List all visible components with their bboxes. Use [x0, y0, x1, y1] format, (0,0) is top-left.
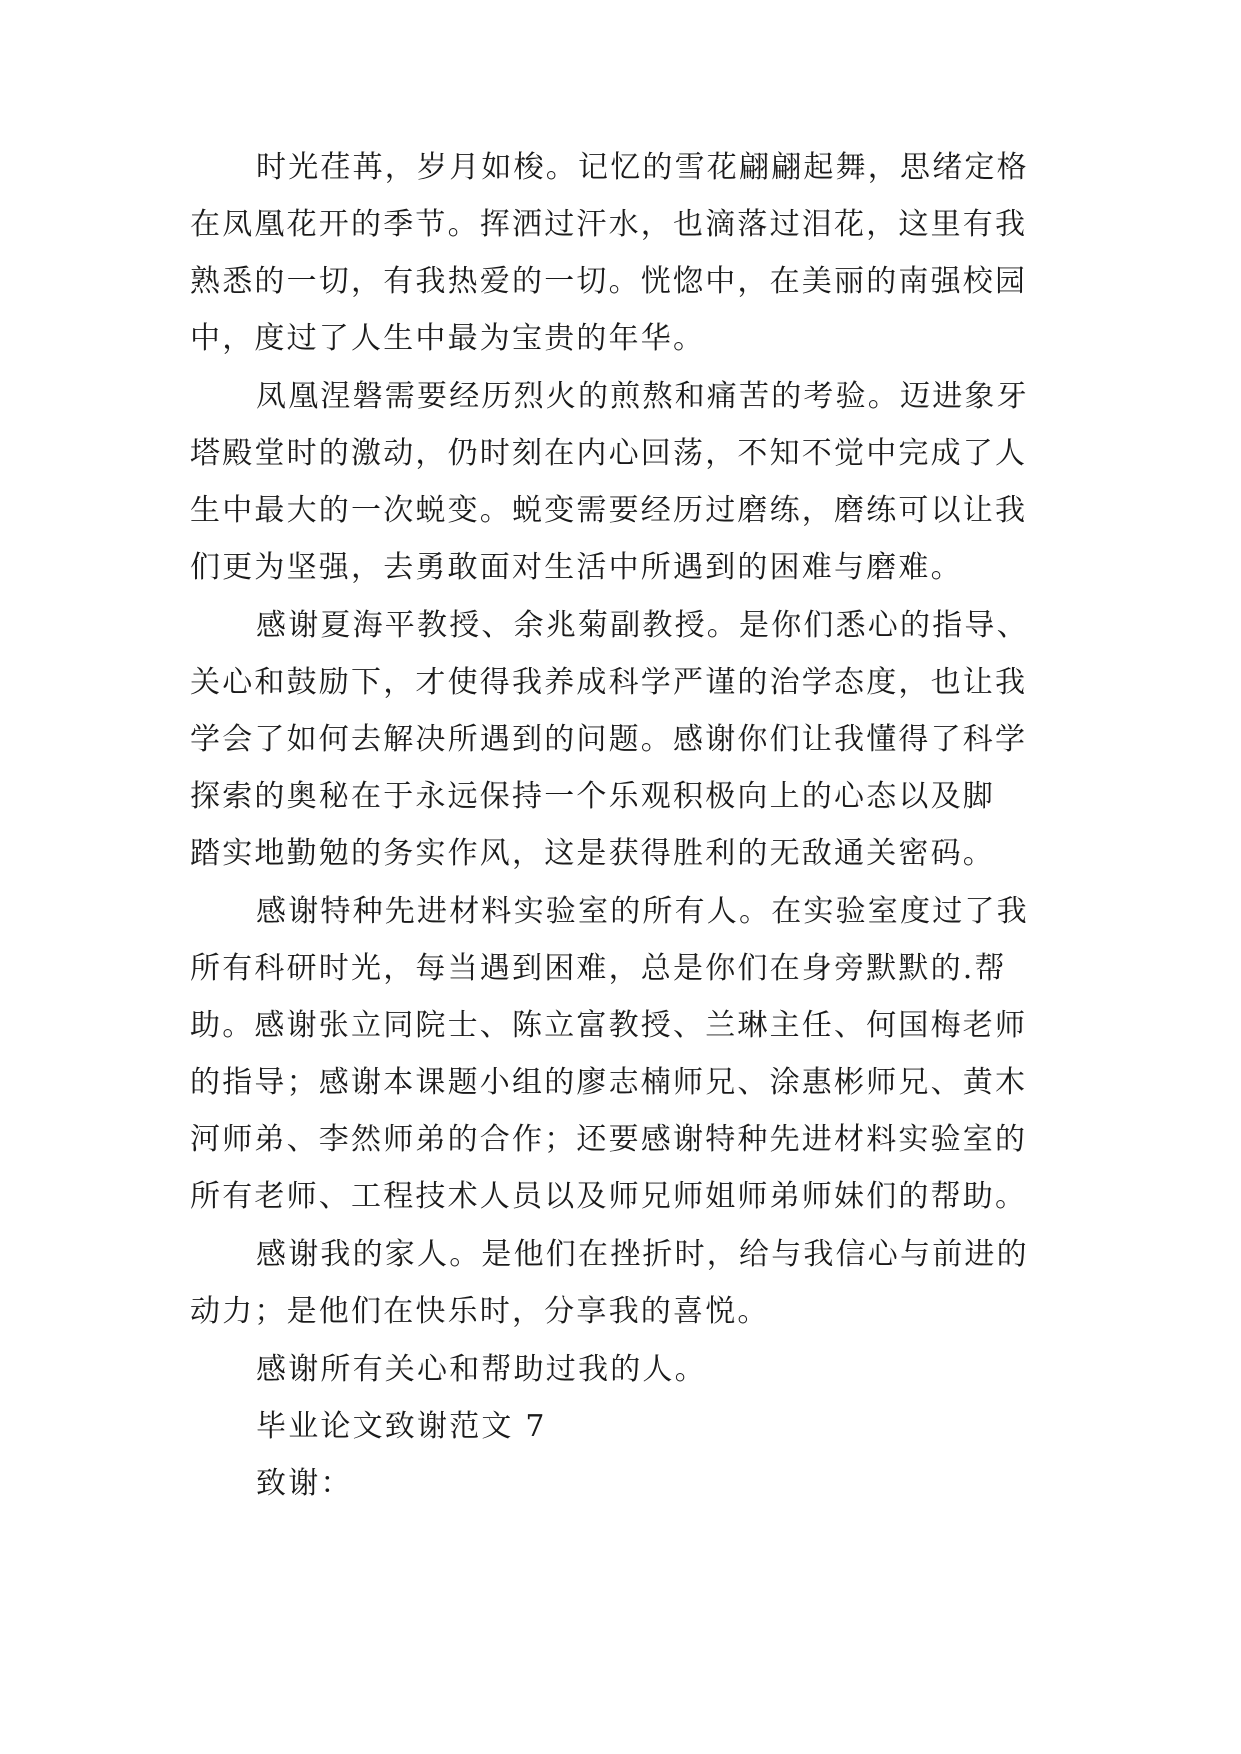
paragraph-2-line-1: 凤凰涅磐需要经历烈火的煎熬和痛苦的考验。迈进象牙 — [256, 379, 1029, 414]
paragraph-1-line-3: 熟悉的一切，有我热爱的一切。恍惚中，在美丽的南强校园 — [190, 264, 1028, 299]
paragraph-1-line-2: 在凤凰花开的季节。挥洒过汗水，也滴落过泪花，这里有我 — [190, 207, 1028, 242]
paragraph-5-line-1: 感谢我的家人。是他们在挫折时，给与我信心与前进的 — [256, 1237, 1029, 1272]
paragraph-2-line-3: 生中最大的一次蜕变。蜕变需要经历过磨练，磨练可以让我 — [190, 493, 1028, 528]
paragraph-6: 感谢所有关心和帮助过我的人。 — [256, 1352, 707, 1387]
paragraph-3-line-1: 感谢夏海平教授、余兆菊副教授。是你们悉心的指导、 — [256, 608, 1029, 643]
paragraph-2-line-2: 塔殿堂时的激动，仍时刻在内心回荡，不知不觉中完成了人 — [190, 436, 1028, 471]
section-heading: 毕业论文致谢范文 7 — [256, 1409, 547, 1444]
paragraph-4-line-2: 所有科研时光，每当遇到困难，总是你们在身旁默默的.帮 — [190, 951, 1007, 986]
paragraph-4-line-1: 感谢特种先进材料实验室的所有人。在实验室度过了我 — [256, 894, 1029, 929]
paragraph-4-line-5: 河师弟、李然师弟的合作；还要感谢特种先进材料实验室的 — [190, 1122, 1028, 1157]
paragraph-3-line-3: 学会了如何去解决所遇到的问题。感谢你们让我懂得了科学 — [190, 722, 1028, 757]
paragraph-4-line-4: 的指导；感谢本课题小组的廖志楠师兄、涂惠彬师兄、黄木 — [190, 1065, 1028, 1100]
paragraph-3-line-5: 踏实地勤勉的务实作风，这是获得胜利的无敌通关密码。 — [190, 836, 995, 871]
paragraph-2-line-4: 们更为坚强，去勇敢面对生活中所遇到的困难与磨难。 — [190, 550, 963, 585]
acknowledgement-label: 致谢： — [256, 1466, 353, 1501]
paragraph-1-line-1: 时光荏苒，岁月如梭。记忆的雪花翩翩起舞，思绪定格 — [256, 150, 1029, 185]
paragraph-4-line-3: 助。感谢张立同院士、陈立富教授、兰琳主任、何国梅老师 — [190, 1008, 1028, 1043]
paragraph-3-line-2: 关心和鼓励下，才使得我养成科学严谨的治学态度，也让我 — [190, 665, 1028, 700]
paragraph-1-line-4: 中，度过了人生中最为宝贵的年华。 — [190, 321, 706, 356]
paragraph-3-line-4: 探索的奥秘在于永远保持一个乐观积极向上的心态以及脚 — [190, 779, 995, 814]
paragraph-4-line-6: 所有老师、工程技术人员以及师兄师姐师弟师妹们的帮助。 — [190, 1179, 1028, 1214]
paragraph-5-line-2: 动力；是他们在快乐时，分享我的喜悦。 — [190, 1294, 770, 1329]
